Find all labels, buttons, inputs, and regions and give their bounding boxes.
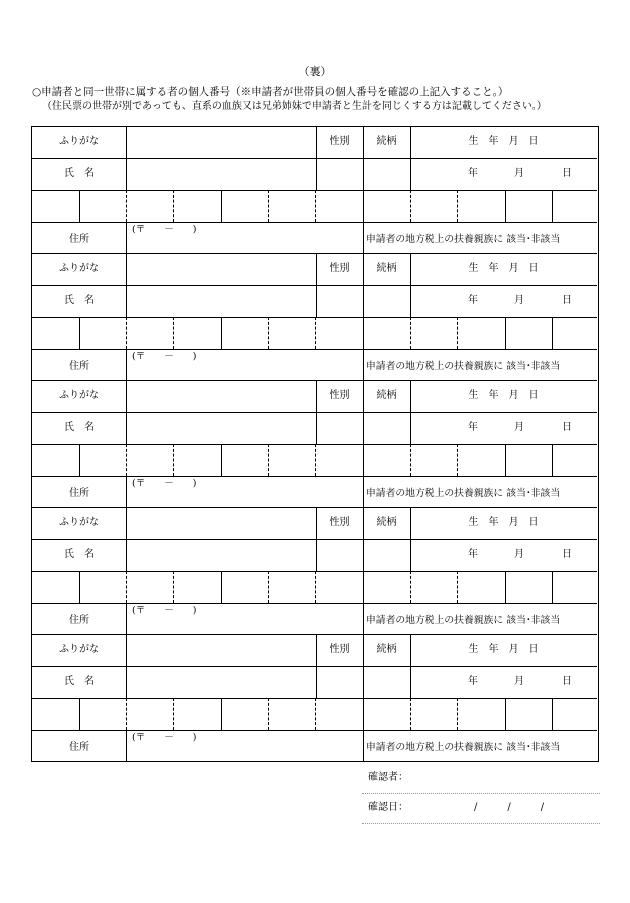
furigana-label: ふりがな bbox=[59, 643, 99, 655]
postal-code-field[interactable]: (〒 － ) bbox=[132, 604, 197, 616]
relation-field[interactable] bbox=[364, 159, 409, 190]
gender-field[interactable] bbox=[316, 159, 362, 190]
grid-line bbox=[410, 634, 411, 698]
dependent-status-choice[interactable]: 申請者の地方税上の扶養親族に 該当･非該当 bbox=[366, 360, 561, 372]
dependent-status-choice[interactable]: 申請者の地方税上の扶養親族に 該当･非該当 bbox=[366, 233, 561, 245]
birthdate-header: 生 年 月 日 bbox=[468, 262, 539, 274]
grid-line bbox=[363, 730, 364, 761]
gender-label: 性別 bbox=[329, 516, 350, 528]
relation-field[interactable] bbox=[364, 413, 409, 444]
furigana-field[interactable] bbox=[127, 127, 315, 158]
birth-day-label[interactable]: 日 bbox=[562, 421, 572, 433]
birth-day-label[interactable]: 日 bbox=[562, 675, 572, 687]
name-field[interactable] bbox=[127, 413, 315, 444]
postal-code-field[interactable]: (〒 － ) bbox=[132, 223, 197, 235]
gender-label: 性別 bbox=[329, 135, 350, 147]
gender-label: 性別 bbox=[329, 643, 350, 655]
postal-code-field[interactable]: (〒 － ) bbox=[132, 731, 197, 743]
furigana-field[interactable] bbox=[127, 635, 315, 666]
individual-number-field[interactable] bbox=[32, 191, 597, 222]
relation-label: 続柄 bbox=[376, 516, 397, 528]
birth-day-label[interactable]: 日 bbox=[562, 167, 572, 179]
grid-line bbox=[410, 507, 411, 571]
relation-field[interactable] bbox=[364, 667, 409, 698]
gender-field[interactable] bbox=[316, 540, 362, 571]
name-field[interactable] bbox=[127, 286, 315, 317]
birthdate-header: 生 年 月 日 bbox=[468, 516, 539, 528]
grid-line bbox=[363, 349, 364, 380]
relation-field[interactable] bbox=[364, 540, 409, 571]
dependent-status-choice[interactable]: 申請者の地方税上の扶養親族に 該当･非該当 bbox=[366, 487, 561, 499]
furigana-field[interactable] bbox=[127, 508, 315, 539]
address-label: 住所 bbox=[69, 233, 89, 245]
checker-label: 確認者： bbox=[368, 772, 408, 783]
name-label: 氏 名 bbox=[64, 294, 94, 306]
furigana-label: ふりがな bbox=[59, 389, 99, 401]
page-title: （裏） bbox=[298, 65, 332, 78]
relation-label: 続柄 bbox=[376, 135, 397, 147]
address-label: 住所 bbox=[69, 614, 89, 626]
name-field[interactable] bbox=[127, 159, 315, 190]
address-label: 住所 bbox=[69, 360, 89, 372]
relation-field[interactable] bbox=[364, 286, 409, 317]
individual-number-field[interactable] bbox=[32, 318, 597, 349]
grid-line bbox=[410, 253, 411, 317]
confirm-date-label: 確認日： bbox=[368, 802, 408, 813]
address-label: 住所 bbox=[69, 741, 89, 753]
birth-day-label[interactable]: 日 bbox=[562, 548, 572, 560]
instruction-line-1: ○申請者と同一世帯に属する者の個人番号（※申請者が世帯員の個人番号を確認の上記入すること。） bbox=[32, 86, 509, 98]
name-label: 氏 名 bbox=[64, 548, 94, 560]
gender-field[interactable] bbox=[316, 413, 362, 444]
birth-year-label[interactable]: 年 bbox=[468, 294, 478, 306]
birth-month-label[interactable]: 月 bbox=[514, 294, 524, 306]
individual-number-field[interactable] bbox=[32, 699, 597, 730]
gender-field[interactable] bbox=[316, 286, 362, 317]
name-label: 氏 名 bbox=[64, 675, 94, 687]
name-label: 氏 名 bbox=[64, 421, 94, 433]
furigana-label: ふりがな bbox=[59, 516, 99, 528]
birth-month-label[interactable]: 月 bbox=[514, 167, 524, 179]
relation-label: 続柄 bbox=[376, 262, 397, 274]
birth-year-label[interactable]: 年 bbox=[468, 167, 478, 179]
relation-label: 続柄 bbox=[376, 389, 397, 401]
dependent-status-choice[interactable]: 申請者の地方税上の扶養親族に 該当･非該当 bbox=[366, 741, 561, 753]
name-field[interactable] bbox=[127, 667, 315, 698]
furigana-label: ふりがな bbox=[59, 262, 99, 274]
gender-label: 性別 bbox=[329, 389, 350, 401]
confirmation-area bbox=[362, 768, 600, 828]
birth-month-label[interactable]: 月 bbox=[514, 421, 524, 433]
furigana-label: ふりがな bbox=[59, 135, 99, 147]
birth-month-label[interactable]: 月 bbox=[514, 548, 524, 560]
birth-year-label[interactable]: 年 bbox=[468, 548, 478, 560]
postal-code-field[interactable]: (〒 － ) bbox=[132, 477, 197, 489]
relation-label: 続柄 bbox=[376, 643, 397, 655]
birthdate-header: 生 年 月 日 bbox=[468, 135, 539, 147]
furigana-field[interactable] bbox=[127, 254, 315, 285]
birthdate-header: 生 年 月 日 bbox=[468, 643, 539, 655]
instruction-line-2: （住民票の世帯が別であっても、直系の血族又は兄弟姉妹で申請者と生計を同じくする方は記載してください。） bbox=[42, 101, 547, 112]
individual-number-field[interactable] bbox=[32, 445, 597, 476]
confirm-date-slashes: / / / bbox=[474, 802, 545, 813]
birth-day-label[interactable]: 日 bbox=[562, 294, 572, 306]
grid-line bbox=[363, 476, 364, 507]
gender-label: 性別 bbox=[329, 262, 350, 274]
name-field[interactable] bbox=[127, 540, 315, 571]
name-label: 氏 名 bbox=[64, 167, 94, 179]
address-label: 住所 bbox=[69, 487, 89, 499]
confirm-date-line[interactable] bbox=[362, 823, 600, 824]
individual-number-field[interactable] bbox=[32, 572, 597, 603]
grid-line bbox=[410, 380, 411, 444]
gender-field[interactable] bbox=[316, 667, 362, 698]
household-members-form bbox=[31, 126, 599, 762]
birth-year-label[interactable]: 年 bbox=[468, 421, 478, 433]
birth-year-label[interactable]: 年 bbox=[468, 675, 478, 687]
checker-line[interactable] bbox=[362, 793, 600, 794]
grid-line bbox=[410, 126, 411, 190]
birth-month-label[interactable]: 月 bbox=[514, 675, 524, 687]
grid-line bbox=[363, 603, 364, 634]
dependent-status-choice[interactable]: 申請者の地方税上の扶養親族に 該当･非該当 bbox=[366, 614, 561, 626]
birthdate-header: 生 年 月 日 bbox=[468, 389, 539, 401]
furigana-field[interactable] bbox=[127, 381, 315, 412]
postal-code-field[interactable]: (〒 － ) bbox=[132, 350, 197, 362]
grid-line bbox=[363, 222, 364, 253]
